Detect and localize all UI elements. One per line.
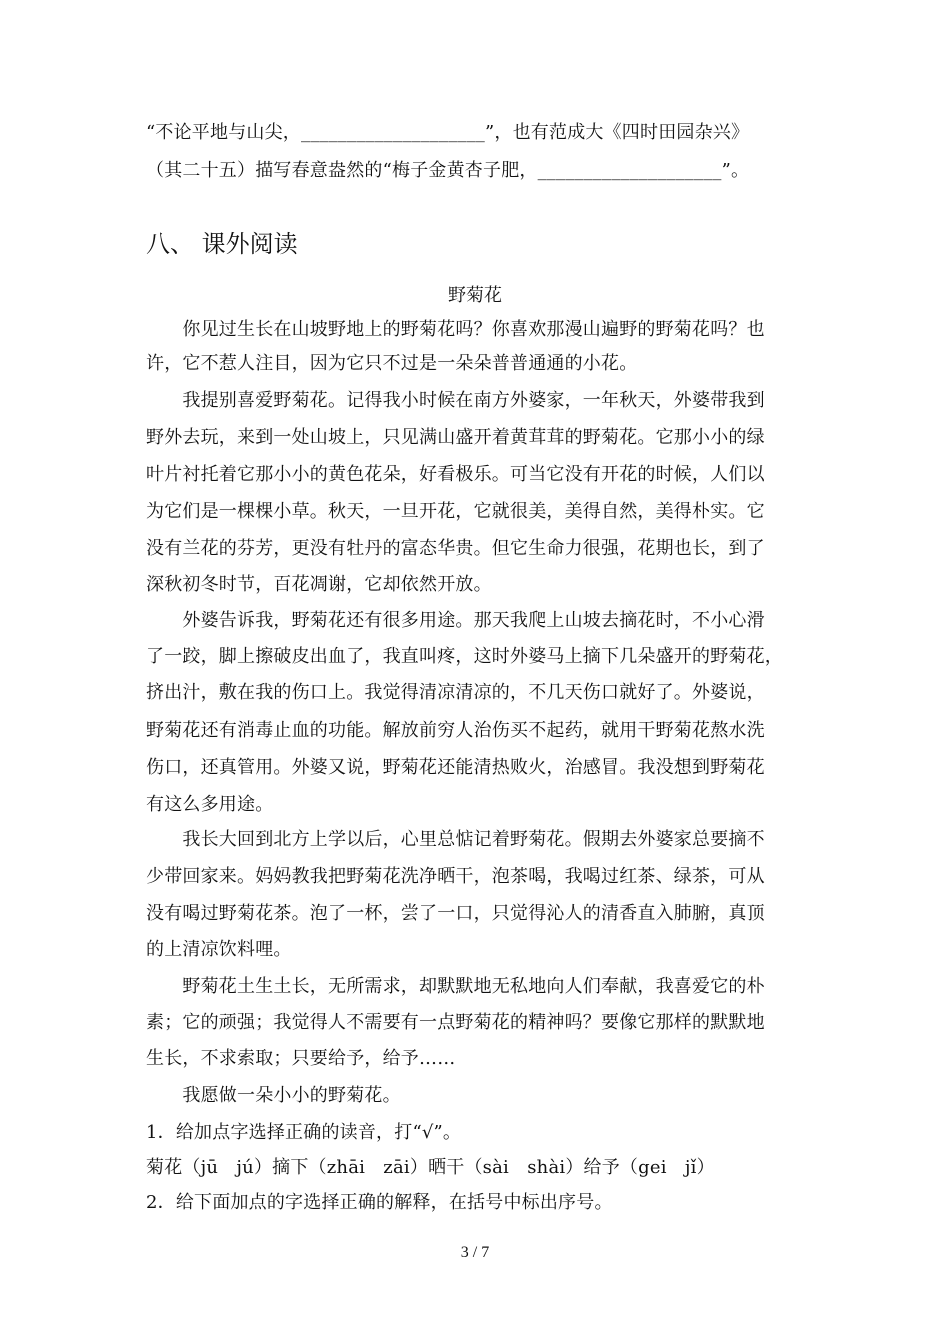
question-2: 2．给下面加点的字选择正确的解释，在括号中标出序号。 <box>146 1192 613 1213</box>
question-1-options: 菊花（jū jú）摘下（zhāi zāi）晒干（sài shài）给予（gei jǐ） <box>146 1157 715 1178</box>
story-line: 伤口，还真管用。外婆又说，野菊花还能清热败火，治感冒。我没想到野菊花 <box>146 757 765 778</box>
story-line: 没有兰花的芬芳，更没有牡丹的富态华贵。但它生命力很强，花期也长，到了 <box>146 538 765 559</box>
story-line: 外婆告诉我，野菊花还有很多用途。那天我爬上山坡去摘花时，不小心滑 <box>146 610 765 631</box>
story-line: 少带回家来。妈妈教我把野菊花洗净晒干，泡茶喝，我喝过红茶、绿茶，可从 <box>146 866 765 887</box>
story-line: 了一跤，脚上擦破皮出血了，我直叫疼，这时外婆马上摘下几朵盛开的野菊花， <box>146 646 783 667</box>
story-line: 我提别喜爱野菊花。记得我小时候在南方外婆家，一年秋天，外婆带我到 <box>146 390 765 411</box>
story-line: 有这么多用途。 <box>146 794 274 815</box>
story-line: 为它们是一棵棵小草。秋天，一旦开花，它就很美，美得自然，美得朴实。它 <box>146 501 765 522</box>
story-line: 叶片衬托着它那小小的黄色花朵，好看极乐。可当它没有开花的时候，人们以 <box>146 464 765 485</box>
story-line: 野外去玩，来到一处山坡上，只见满山盛开着黄茸茸的野菊花。它那小小的绿 <box>146 427 765 448</box>
story-line: 的上清凉饮料哩。 <box>146 939 292 960</box>
story-line: 我长大回到北方上学以后，心里总惦记着野菊花。假期去外婆家总要摘不 <box>146 829 765 850</box>
poem-fill-line-1: “不论平地与山尖，____________________”，也有范成大《四时田园杂兴》 <box>146 122 750 143</box>
story-line: 你见过生长在山坡野地上的野菊花吗？你喜欢那漫山遍野的野菊花吗？也 <box>146 319 765 340</box>
poem-fill-line-2: （其二十五）描写春意盎然的“梅子金黄杏子肥，____________________”。 <box>146 160 750 181</box>
story-line: 生长，不求索取；只要给予，给予…… <box>146 1048 456 1069</box>
page-number: 3 / 7 <box>460 1244 490 1261</box>
question-1: 1．给加点字选择正确的读音，打“√”。 <box>146 1122 462 1143</box>
story-line: 野菊花土生土长，无所需求，却默默地无私地向人们奉献，我喜爱它的朴 <box>146 976 765 997</box>
story-line: 没有喝过野菊花茶。泡了一杯，尝了一口，只觉得沁人的清香直入肺腑，真顶 <box>146 903 765 924</box>
story-line: 深秋初冬时节，百花凋谢，它却依然开放。 <box>146 574 492 595</box>
story-line: 许，它不惹人注目，因为它只不过是一朵朵普普通通的小花。 <box>146 353 638 374</box>
story-line: 野菊花还有消毒止血的功能。解放前穷人治伤买不起药，就用干野菊花熬水洗 <box>146 720 765 741</box>
story-line: 我愿做一朵小小的野菊花。 <box>146 1085 401 1106</box>
story-title: 野菊花 <box>448 285 502 306</box>
story-line: 素；它的顽强；我觉得人不需要有一点野菊花的精神吗？要像它那样的默默地 <box>146 1012 765 1033</box>
section-title: 八、 课外阅读 <box>146 230 298 258</box>
story-line: 挤出汁，敷在我的伤口上。我觉得清凉清凉的，不几天伤口就好了。外婆说， <box>146 682 765 703</box>
